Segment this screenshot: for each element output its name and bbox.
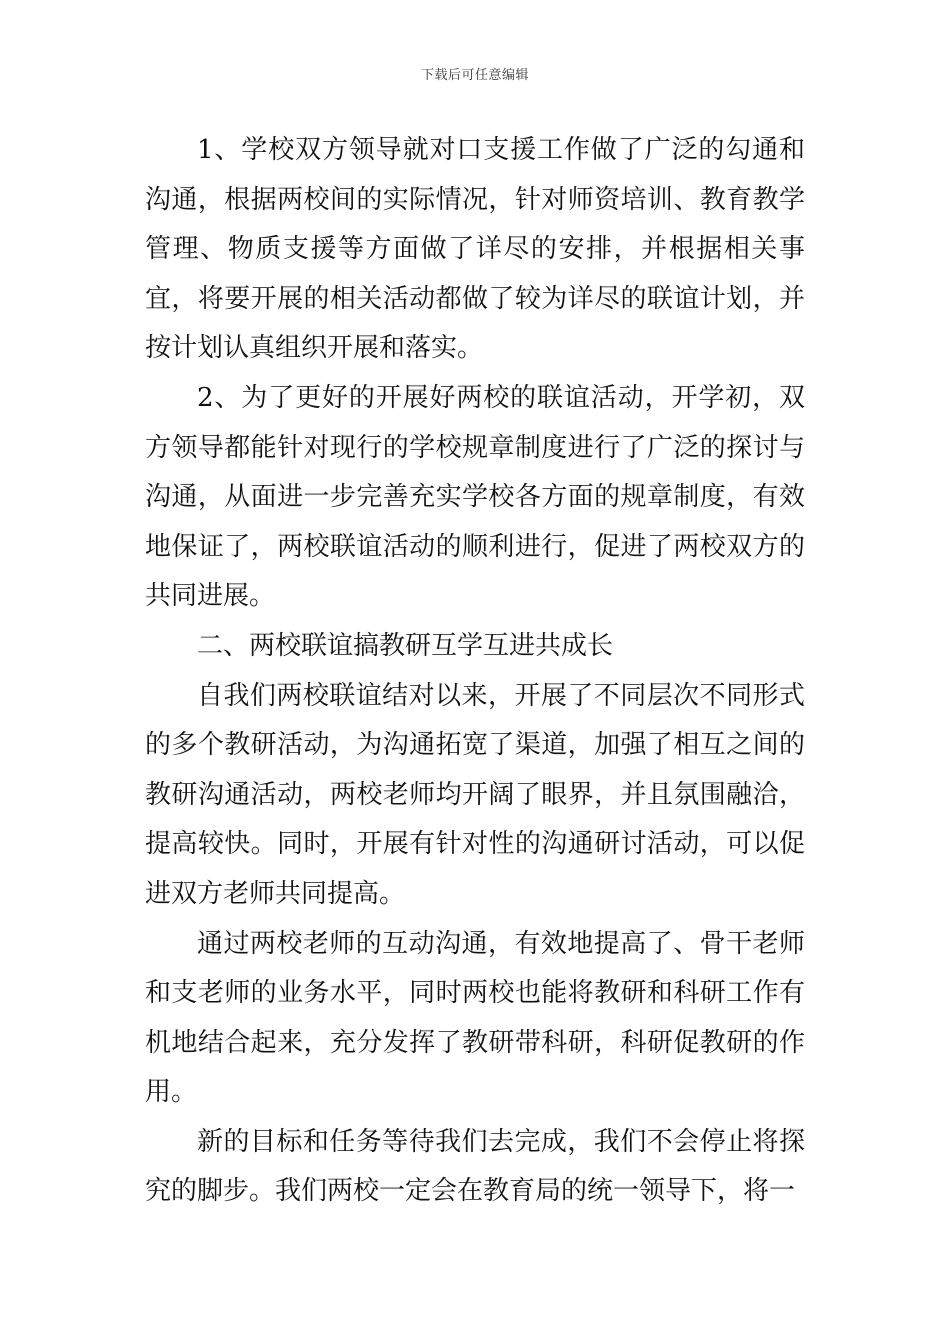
paragraph-4: 通过两校老师的互动沟通，有效地提高了、骨干老师和支老师的业务水平，同时两校也能将教研和科研工作有机地结合起来，充分发挥了教研带科研，科研促教研的作用。 bbox=[145, 928, 805, 1108]
paragraph-5: 新的目标和任务等待我们去完成，我们不会停止将探究的脚步。我们两校一定会在教育局的统一领导下，将一 bbox=[145, 1126, 805, 1207]
paragraph-3: 自我们两校联谊结对以来，开展了不同层次不同形式的多个教研活动，为沟通拓宽了渠道，加强了相互之间的教研沟通活动，两校老师均开阔了眼界，并且氛围融洽，提高较快。同时，开展有针对性的沟通研讨活动，可以促进双方老师共同提高。 bbox=[145, 680, 805, 909]
header-note: 下载后可任意编辑 bbox=[420, 68, 529, 83]
section-heading: 二、两校联谊搞教研互学互进共成长 bbox=[197, 630, 614, 661]
document-body bbox=[145, 126, 805, 1217]
paragraph-2: 2、为了更好的开展好两校的联谊活动，开学初，双方领导都能针对现行的学校规章制度进行了广泛的探讨与沟通，从面进一步完善充实学校各方面的规章制度，有效地保证了，两校联谊活动的顺利进行，促进了两校双方的共同进展。 bbox=[145, 382, 805, 612]
paragraph-1: 1、学校双方领导就对口支援工作做了广泛的勾通和沟通，根据两校间的实际情况，针对师资培训、教育教学管理、物质支援等方面做了详尽的安排，并根据相关事宜，将要开展的相关活动都做了较为详尽的联谊计划，并按计划认真组织开展和落实。 bbox=[145, 135, 805, 364]
